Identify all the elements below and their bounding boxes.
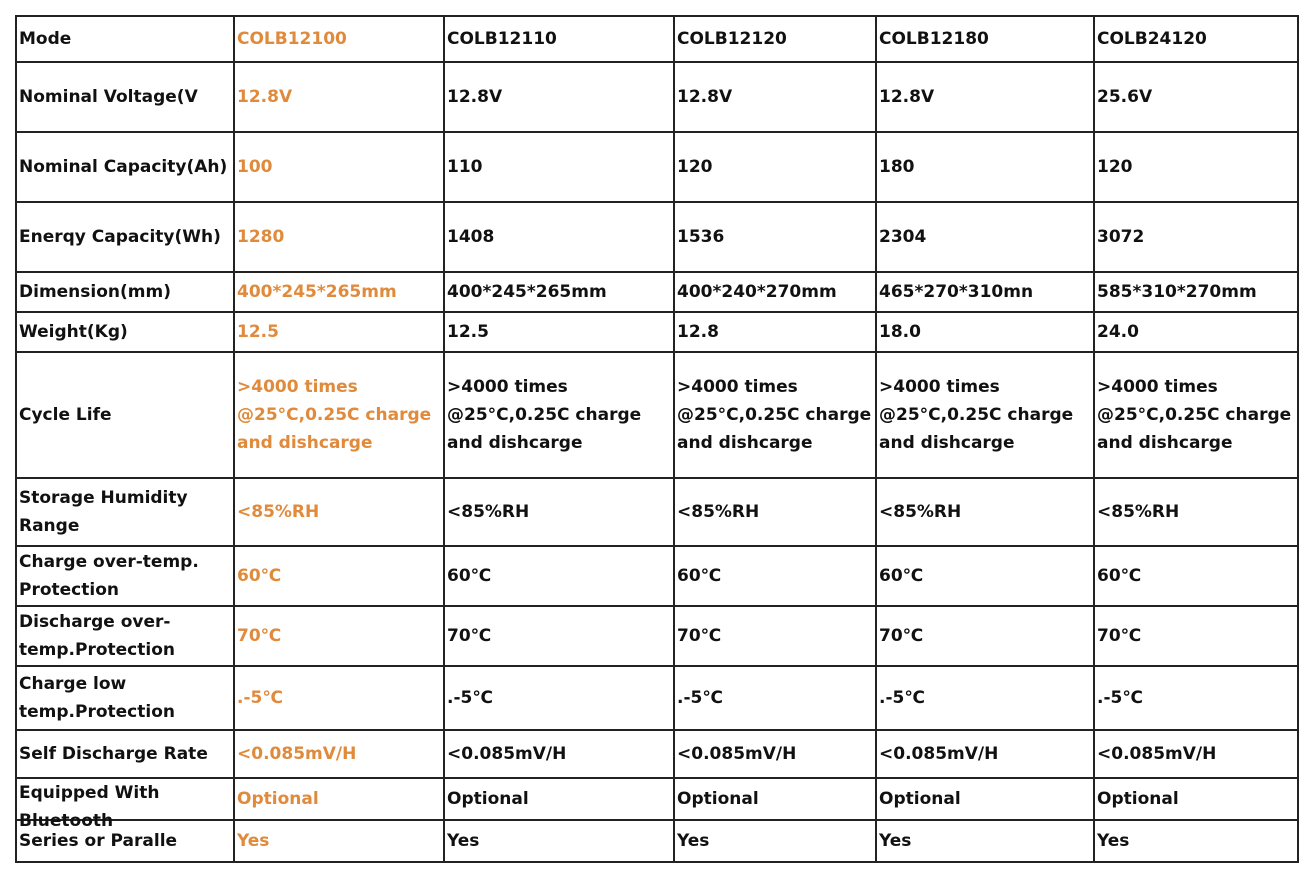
cell-value: <0.085mV/H <box>444 730 674 778</box>
cell-value: 465*270*310mn <box>876 272 1094 312</box>
row-label: Enerqy Capacity(Wh) <box>16 202 234 272</box>
cell-value: Optional <box>876 778 1094 820</box>
table-row <box>16 820 1298 862</box>
cell-value: Optional <box>234 778 444 820</box>
cell-value: 1280 <box>234 202 444 272</box>
cell-value: Optional <box>674 778 876 820</box>
cell-value: 25.6V <box>1094 62 1298 132</box>
cell-value: 585*310*270mm <box>1094 272 1298 312</box>
table-row <box>16 62 1298 132</box>
cell-value: <0.085mV/H <box>234 730 444 778</box>
cell-value: 400*245*265mm <box>234 272 444 312</box>
row-label: Storage Humidity Range <box>16 478 234 546</box>
table-row <box>16 312 1298 352</box>
cell-value: Yes <box>876 820 1094 862</box>
row-label: Self Discharge Rate <box>16 730 234 778</box>
table-row <box>16 132 1298 202</box>
cell-value: 70℃ <box>876 606 1094 666</box>
cell-value: 60℃ <box>444 546 674 606</box>
cell-value: >4000 times @25°C,0.25C charge and dishcarge <box>1094 352 1298 478</box>
cell-value: >4000 times @25°C,0.25C charge and dishcarge <box>674 352 876 478</box>
row-label-text: Equipped With Bluetooth <box>19 783 160 831</box>
spec-table <box>15 15 1299 863</box>
cell-value: 60℃ <box>1094 546 1298 606</box>
cell-value: 70℃ <box>1094 606 1298 666</box>
row-label: Charge over-temp. Protection <box>16 546 234 606</box>
row-label: Nominal Capacity(Ah) <box>16 132 234 202</box>
cell-value: 400*240*270mm <box>674 272 876 312</box>
header-model-3: COLB12120 <box>674 16 876 62</box>
cell-value: 18.0 <box>876 312 1094 352</box>
row-label: Cycle Life <box>16 352 234 478</box>
cell-value: 120 <box>1094 132 1298 202</box>
header-model-2: COLB12110 <box>444 16 674 62</box>
table-row <box>16 202 1298 272</box>
cell-value: <85%RH <box>444 478 674 546</box>
cell-value: <85%RH <box>234 478 444 546</box>
row-label: Weight(Kg) <box>16 312 234 352</box>
cell-value: <0.085mV/H <box>876 730 1094 778</box>
cell-value: Optional <box>1094 778 1298 820</box>
cell-value: 12.5 <box>234 312 444 352</box>
cell-value: 12.8V <box>444 62 674 132</box>
table-row <box>16 666 1298 730</box>
cell-value: 1408 <box>444 202 674 272</box>
cell-value: 180 <box>876 132 1094 202</box>
cell-value: .-5℃ <box>444 666 674 730</box>
table-row <box>16 272 1298 312</box>
cell-value: .-5℃ <box>1094 666 1298 730</box>
row-label: Dimension(mm) <box>16 272 234 312</box>
cell-value: 3072 <box>1094 202 1298 272</box>
cell-value: 70℃ <box>234 606 444 666</box>
header-mode: Mode <box>16 16 234 62</box>
cell-value: Yes <box>444 820 674 862</box>
cell-value: <85%RH <box>674 478 876 546</box>
cell-value: 400*245*265mm <box>444 272 674 312</box>
cell-value: 12.5 <box>444 312 674 352</box>
cell-value: 70℃ <box>444 606 674 666</box>
table-row <box>16 352 1298 478</box>
cell-value: <85%RH <box>1094 478 1298 546</box>
header-model-4: COLB12180 <box>876 16 1094 62</box>
row-label <box>16 778 234 831</box>
cell-value: <85%RH <box>876 478 1094 546</box>
table-row <box>16 778 1298 820</box>
row-label: Series or Paralle <box>16 820 234 862</box>
header-model-1: COLB12100 <box>234 16 444 62</box>
row-label: Discharge over-temp.Protection <box>16 606 234 666</box>
cell-value: >4000 times @25°C,0.25C charge and dishcarge <box>444 352 674 478</box>
cell-value: .-5℃ <box>234 666 444 730</box>
cell-value: 1536 <box>674 202 876 272</box>
cell-value: Yes <box>674 820 876 862</box>
cell-value: .-5℃ <box>876 666 1094 730</box>
cell-value: >4000 times @25°C,0.25C charge and dishcarge <box>876 352 1094 478</box>
table-row <box>16 606 1298 666</box>
header-model-5: COLB24120 <box>1094 16 1298 62</box>
row-label: Charge low temp.Protection <box>16 666 234 730</box>
cell-value: 120 <box>674 132 876 202</box>
cell-value: 60℃ <box>674 546 876 606</box>
cell-value: 12.8 <box>674 312 876 352</box>
cell-value: <0.085mV/H <box>1094 730 1298 778</box>
cell-value: 12.8V <box>876 62 1094 132</box>
cell-value: 12.8V <box>234 62 444 132</box>
cell-value: Yes <box>1094 820 1298 862</box>
cell-value: 70℃ <box>674 606 876 666</box>
cell-value: <0.085mV/H <box>674 730 876 778</box>
table-row <box>16 730 1298 778</box>
table-row <box>16 546 1298 606</box>
cell-value: 60℃ <box>234 546 444 606</box>
cell-value: 24.0 <box>1094 312 1298 352</box>
cell-value: Yes <box>234 820 444 862</box>
cell-value: Optional <box>444 778 674 820</box>
cell-value: 110 <box>444 132 674 202</box>
cell-value: 12.8V <box>674 62 876 132</box>
cell-value: 60℃ <box>876 546 1094 606</box>
cell-value: .-5℃ <box>674 666 876 730</box>
cell-value: 100 <box>234 132 444 202</box>
header-row <box>16 16 1298 62</box>
cell-value: 2304 <box>876 202 1094 272</box>
table-row <box>16 478 1298 546</box>
cell-value: >4000 times @25°C,0.25C charge and dishcarge <box>234 352 444 478</box>
row-label: Nominal Voltage(V <box>16 62 234 132</box>
